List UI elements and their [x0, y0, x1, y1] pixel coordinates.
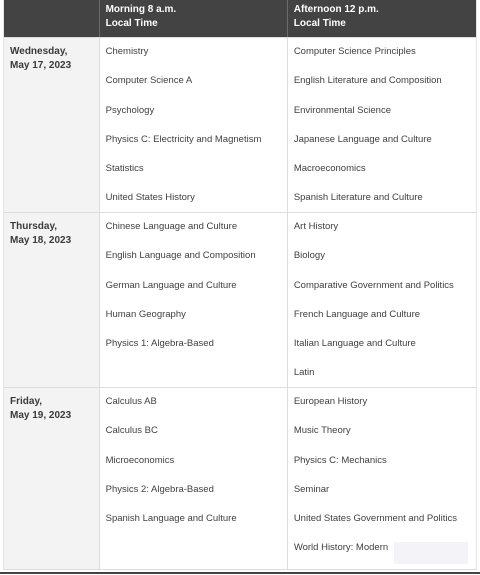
overlay-patch [394, 542, 468, 564]
morning-exams [99, 213, 287, 387]
exam-item: English Literature and Composition [293, 75, 442, 87]
exam-item: Microeconomics [105, 454, 175, 466]
exam-item: World History: Modern [293, 542, 389, 554]
day-name: Friday, [10, 396, 43, 407]
exam-item: Italian Language and Culture [293, 338, 416, 350]
exam-item: United States History [105, 192, 195, 204]
day-name: Wednesday, [10, 46, 68, 57]
exam-item: Physics C: Electricity and Magnetism [105, 133, 262, 145]
header-afternoon-label: Local Time [293, 18, 346, 29]
table-header-row [4, 0, 476, 37]
exam-schedule-table [3, 0, 477, 570]
exam-item: Physics 2: Algebra-Based [105, 483, 214, 495]
header-morning [99, 0, 287, 37]
exam-item: Physics C: Mechanics [293, 454, 387, 466]
table-row-thursday [4, 212, 476, 387]
exam-item: Spanish Literature and Culture [293, 192, 423, 204]
day-date: May 18, 2023 [10, 235, 72, 246]
exam-item: Chinese Language and Culture [105, 221, 238, 232]
day-cell [4, 38, 99, 212]
header-morning-time: Morning 8 a.m. [105, 4, 177, 15]
afternoon-exams [287, 213, 476, 387]
exam-item: Physics 1: Algebra-Based [105, 338, 214, 350]
morning-exams [99, 388, 287, 570]
exam-item: United States Government and Politics [293, 513, 457, 525]
exam-item: Seminar [293, 483, 330, 495]
exam-item: English Language and Composition [105, 250, 256, 262]
exam-item: Japanese Language and Culture [293, 133, 432, 145]
exam-item: Macroeconomics [293, 163, 366, 175]
exam-item: Calculus BC [105, 425, 158, 437]
exam-item: Environmental Science [293, 104, 391, 116]
morning-exams [99, 38, 287, 212]
header-corner-cell [4, 0, 99, 37]
header-afternoon-time: Afternoon 12 p.m. [293, 4, 379, 15]
exam-item: Computer Science Principles [293, 46, 416, 57]
day-cell [4, 213, 99, 387]
day-date: May 19, 2023 [10, 410, 72, 421]
table-bottom-border [3, 569, 477, 570]
exam-item: Art History [293, 221, 339, 232]
day-name: Thursday, [10, 221, 58, 232]
exam-item: Music Theory [293, 425, 351, 437]
day-date: May 17, 2023 [10, 60, 72, 71]
exam-item: German Language and Culture [105, 279, 237, 291]
exam-item: Comparative Government and Politics [293, 279, 454, 291]
exam-item: Human Geography [105, 308, 186, 320]
table-row-wednesday [4, 37, 476, 212]
exam-item: Statistics [105, 163, 144, 175]
exam-item: Chemistry [105, 46, 149, 57]
exam-item: Biology [293, 250, 325, 262]
exam-item: Latin [293, 367, 315, 379]
exam-item: French Language and Culture [293, 308, 421, 320]
exam-item: Computer Science A [105, 75, 193, 87]
header-afternoon [287, 0, 476, 37]
exam-item: European History [293, 396, 368, 407]
exam-item: Psychology [105, 104, 155, 116]
afternoon-exams [287, 38, 476, 212]
day-cell [4, 388, 99, 570]
exam-item: Spanish Language and Culture [105, 513, 237, 525]
header-morning-label: Local Time [105, 18, 158, 29]
exam-item: Calculus AB [105, 396, 157, 407]
bottom-divider [0, 572, 480, 574]
